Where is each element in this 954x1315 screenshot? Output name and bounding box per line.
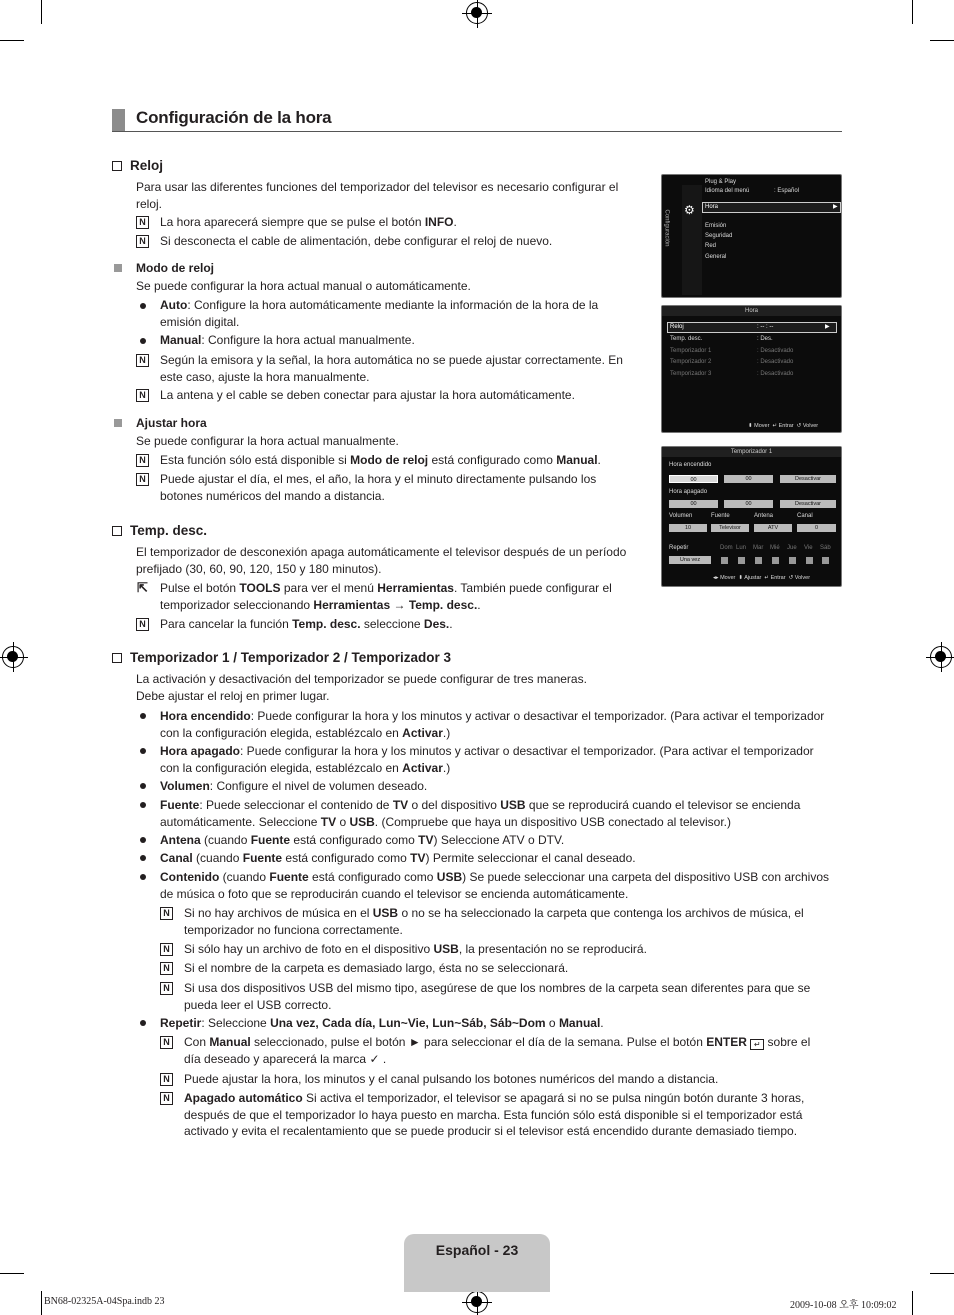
day-label: Sáb (820, 545, 831, 551)
timers-intro: La activación y desactivación del temporizador se puede configurar de tres maneras. Debe ajustar el reloj en primer lugar. (136, 672, 587, 703)
auto-item: Auto: Configure la hora automáticamente mediante la información de la hora de la emisión digital. (160, 298, 599, 329)
note-auto-signal: Según la emisora y la señal, la hora automática no se puede ajustar correctamente. En este caso, ajuste la hora manualmente. (160, 353, 623, 384)
item-fuente: Fuente: Puede seleccionar el contenido de TV o del dispositivo USB que se reproducirá cuando el televisor se encienda automáticamente. Seleccione TV o USB. (Compruebe que haya un dispositivo USB conectado al televisor.) (160, 798, 801, 829)
note-icon: N (136, 235, 149, 248)
crop-mark (912, 0, 913, 24)
manual-item: Manual: Configure la hora actual manualmente. (160, 333, 415, 347)
bullet (140, 855, 146, 861)
checkbox-icon (112, 653, 122, 663)
crop-mark (41, 0, 42, 24)
day-label: Dom (720, 545, 733, 551)
note-icon: N (160, 943, 173, 956)
note-icon: N (136, 618, 149, 631)
note-icon: N (136, 473, 149, 486)
hora-row-value: : -- : -- (757, 324, 774, 330)
item-canal: Canal (cuando Fuente está configurado como TV) Permite seleccionar el canal deseado. (160, 851, 636, 865)
note-manual-mode: Esta función sólo está disponible si Modo de reloj está configurado como Manual. (160, 453, 601, 467)
tv-screen-config-menu (661, 174, 842, 298)
note-icon: N (136, 389, 149, 402)
day-checkbox[interactable] (738, 557, 745, 564)
off-state-field[interactable]: Desactivar (780, 500, 836, 508)
side-label: Configuración (663, 209, 670, 247)
ajustar-hora-text: Se puede configurar la hora actual manualmente. (136, 434, 399, 448)
note-icon: N (136, 354, 149, 367)
tools-icon: ⇱ (137, 580, 148, 595)
crop-mark (0, 40, 24, 41)
gear-icon: ⚙ (684, 203, 695, 217)
crop-mark (930, 1273, 954, 1274)
menu-value: : Español (774, 188, 800, 194)
day-label: Vie (804, 545, 813, 551)
heading-ajustar-hora: Ajustar hora (136, 416, 207, 430)
vol-label: Volumen (669, 513, 693, 519)
page-title: Configuración de la hora (136, 108, 332, 127)
item-hora-encendido: Hora encendido: Puede configurar la hora y los minutos y activar o desactivar el temporizador. (Para activar el temporizador con la configuración elegida, establézcalo en Activar.) (160, 709, 825, 740)
square-bullet (114, 264, 122, 272)
screen-header: Temporizador 1 (662, 447, 841, 457)
note-icon: N (160, 1073, 173, 1086)
on-state-field[interactable]: Desactivar (780, 475, 836, 483)
page-number: Español - 23 (435, 1242, 519, 1258)
menu-item[interactable]: Idioma del menú (705, 188, 750, 194)
ch-field[interactable]: 0 (797, 524, 836, 532)
ant-field[interactable]: ATV (754, 524, 792, 532)
note-icon: N (136, 216, 149, 229)
note-numeric-buttons: Puede ajustar el día, el mes, el año, la hora y el minuto directamente pulsando los botones numéricos del mando a distancia. (160, 472, 597, 503)
checkbox-icon (112, 526, 122, 536)
bullet (140, 802, 146, 808)
note-power: Si desconecta el cable de alimentación, debe configurar el reloj de nuevo. (160, 234, 553, 248)
rep-field[interactable]: Una vez (669, 556, 711, 564)
day-checkbox[interactable] (772, 557, 779, 564)
bullet (140, 1020, 146, 1026)
rep-label: Repetir (669, 545, 689, 551)
src-field[interactable]: Televisor (711, 524, 749, 532)
hora-row-label: Temp. desc. (670, 336, 703, 342)
hora-row-value: : Des. (757, 336, 773, 342)
heading-reloj: Reloj (112, 158, 163, 173)
imprint-right: 2009-10-08 오후 10:09:02 (790, 1300, 897, 1311)
screen-header: Hora (662, 306, 841, 316)
reloj-intro: Para usar las diferentes funciones del temporizador del televisor es necesario configurar el reloj. (136, 180, 619, 211)
row-selected[interactable] (667, 322, 837, 333)
registration-mark-icon (466, 2, 488, 24)
menu-item[interactable]: General (705, 254, 727, 260)
arrow-right-icon: ▶ (833, 204, 838, 210)
note-icon: N (160, 1036, 173, 1049)
note-one-photo: Si sólo hay un archivo de foto en el dispositivo USB, la presentación no se reproducirá. (184, 942, 647, 956)
bullet (140, 783, 146, 789)
bullet (140, 713, 146, 719)
vol-field[interactable]: 10 (669, 524, 707, 532)
tv-screen-hora (661, 305, 842, 433)
day-checkbox[interactable] (789, 557, 796, 564)
off-label: Hora apagado (669, 489, 708, 495)
crop-mark (0, 1273, 24, 1274)
item-repetir: Repetir: Seleccione Una vez, Cada día, Lun~Vie, Lun~Sáb, Sáb~Dom o Manual. (160, 1016, 604, 1030)
bullet (140, 748, 146, 754)
day-checkbox[interactable] (806, 557, 813, 564)
day-label: Lun (736, 545, 747, 551)
arrow-right-icon: ▶ (825, 324, 830, 330)
note-icon: N (160, 982, 173, 995)
heading-timers: Temporizador 1 / Temporizador 2 / Temporizador 3 (112, 650, 451, 665)
note-folder-name: Si el nombre de la carpeta es demasiado largo, ésta no se seleccionará. (184, 961, 569, 975)
off-hour-field[interactable]: 00 (669, 500, 718, 508)
enter-icon: ↵ (750, 1039, 764, 1050)
square-bullet (114, 419, 122, 427)
menu-item[interactable]: Red (705, 243, 717, 249)
menu-item[interactable]: Hora (705, 204, 719, 210)
note-auto-off: Apagado automático Si activa el temporizador, el televisor se apagará si no se pulsa ningún botón durante 3 horas, después de que el temporizador lo haya puesto en marcha. Esta función sólo está disponible si el temporizador está activado y evita el recalentamiento que se puede producir si el televisor está encendido durante demasiado tiempo. (184, 1091, 805, 1138)
src-label: Fuente (711, 513, 730, 519)
hora-row-value: : Desactivado (757, 371, 794, 377)
note-icon: N (160, 907, 173, 920)
menu-item[interactable]: Seguridad (705, 233, 733, 239)
note-manual-days: Con Manual seleccionado, pulse el botón ► para seleccionar el día de la semana. Pulse el botón ENTER ↵ sobre el día deseado y aparecerá la marca ✓ . (184, 1035, 811, 1066)
nav-hint: ⬍ Mover ↵ Entrar ↺ Volver (748, 423, 819, 429)
note-icon: N (160, 1092, 173, 1105)
hora-row-label: Temporizador 3 (670, 371, 712, 377)
day-label: Mar (753, 545, 764, 551)
registration-mark-icon (930, 646, 952, 668)
day-checkbox[interactable] (721, 557, 728, 564)
registration-mark-icon (2, 646, 24, 668)
note-icon: N (160, 962, 173, 975)
item-contenido: Contenido (cuando Fuente está configurado como USB) Se puede seleccionar una carpeta del dispositivo USB con archivos de música o foto que se reproducirán cuando el televisor se encienda automáticamente. (160, 870, 830, 901)
note-antenna: La antena y el cable se deben conectar para ajustar la hora automáticamente. (160, 388, 575, 402)
temp-desc-text: El temporizador de desconexión apaga automáticamente el televisor después de un período prefijado (30, 60, 90, 120, 150 y 180 minutos). (136, 545, 627, 576)
checkbox-icon (112, 161, 122, 171)
nav-hint: ◂▸ Mover ⬍ Ajustar ↵ Entrar ↺ Volver (713, 575, 811, 581)
title-marker (112, 109, 125, 131)
ch-label: Canal (797, 513, 813, 519)
tools-note: Pulse el botón TOOLS para ver el menú Herramientas. También puede configurar el temporizador seleccionando Herramientas → Temp. desc.. (160, 581, 612, 612)
menu-item-selected[interactable] (702, 202, 841, 213)
on-hour-field[interactable]: 00 (669, 475, 718, 483)
bullet (140, 303, 146, 309)
imprint-left: BN68-02325A-04Spa.indb 23 (44, 1296, 165, 1307)
menu-item[interactable]: Emisión (705, 223, 727, 229)
hora-row-label: Reloj (670, 324, 684, 330)
item-volumen: Volumen: Configure el nivel de volumen deseado. (160, 779, 428, 793)
item-antena: Antena (cuando Fuente está configurado como TV) Seleccione ATV o DTV. (160, 833, 565, 847)
hora-row-value: : Desactivado (757, 348, 794, 354)
note-icon: N (136, 454, 149, 467)
on-label: Hora encendido (669, 462, 712, 468)
ant-label: Antena (754, 513, 774, 519)
day-label: Jue (787, 545, 797, 551)
on-minute-field[interactable]: 00 (724, 475, 773, 483)
registration-mark-icon (466, 1291, 488, 1313)
hora-row-value: : Desactivado (757, 359, 794, 365)
day-checkbox[interactable] (822, 557, 829, 564)
crop-mark (41, 1291, 42, 1315)
note-two-usb: Si usa dos dispositivos USB del mismo tipo, asegúrese de que los nombres de la carpeta sean diferentes para que se pueda leer el USB correcto. (184, 981, 811, 1012)
note-info: La hora aparecerá siempre que se pulse el botón INFO. (160, 215, 457, 229)
crop-mark (930, 40, 954, 41)
section-title-bar (112, 108, 842, 132)
menu-icon-column (682, 185, 702, 295)
modo-reloj-text: Se puede configurar la hora actual manual o automáticamente. (136, 279, 471, 293)
day-label: Mié (770, 545, 780, 551)
menu-item[interactable]: Plug & Play (705, 179, 737, 185)
heading-temp-desc: Temp. desc. (112, 523, 207, 538)
cancel-note: Para cancelar la función Temp. desc. seleccione Des.. (160, 617, 453, 631)
bullet (140, 837, 146, 843)
bullet (140, 338, 146, 344)
off-minute-field[interactable]: 00 (724, 500, 773, 508)
crop-mark (912, 1291, 913, 1315)
item-hora-apagado: Hora apagado: Puede configurar la hora y los minutos y activar o desactivar el temporizador. (Para activar el temporizador con la configuración elegida, establézcalo en Activar.) (160, 744, 814, 775)
day-checkbox[interactable] (755, 557, 762, 564)
check-mark-icon: ✓ (369, 1051, 380, 1066)
note-adjust-numeric: Puede ajustar la hora, los minutos y el canal pulsando los botones numéricos del mando a distancia. (184, 1072, 719, 1086)
bullet (140, 874, 146, 880)
heading-modo-reloj: Modo de reloj (136, 261, 214, 275)
note-no-music: Si no hay archivos de música en el USB o no se ha seleccionado la carpeta que contenga los archivos de música, el temporizador no funciona correctamente. (184, 906, 804, 937)
tv-screen-temporizador (661, 446, 842, 587)
hora-row-label: Temporizador 1 (670, 348, 712, 354)
hora-row-label: Temporizador 2 (670, 359, 712, 365)
